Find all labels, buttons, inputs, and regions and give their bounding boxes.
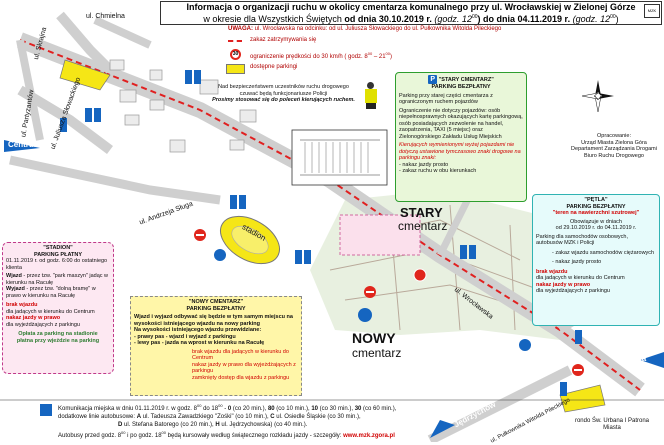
bottom-l3c: H	[215, 422, 220, 428]
bottom-l1a: Komunikacja miejska w dniu 01.11.2019 r. w godz. 8	[58, 406, 197, 412]
bottom-sup2: 00	[218, 403, 223, 408]
nowy-t1: Wjazd i wyjazd odbywać się będzie w tym samym miejscu na wysokości istniejącego wjazdu na nowy parking	[134, 314, 293, 327]
speed-sup1: 00	[367, 51, 373, 56]
no-stop-legend-icon	[228, 40, 242, 47]
street-jedrzychow: Jędrzychów	[452, 399, 498, 430]
inset-diagram	[292, 130, 387, 185]
petla-t3: Parking dla samochodów osobowych, autobusów MZK i Policji	[536, 233, 629, 246]
road-sluga	[10, 160, 220, 200]
bottom-l2a: dodatkowe linie autobusowe:	[58, 414, 137, 420]
stadion-r2: nakaz jazdy w prawo	[6, 315, 61, 321]
nowy-h2: PARKING BEZPŁATNY	[186, 305, 246, 312]
nowy-parking-box	[130, 296, 302, 396]
info-l3: Departament Zarządzania Drogami	[571, 146, 657, 152]
bottom-l1j: 30	[354, 406, 362, 412]
bottom-l1k: (co 60 min.),	[361, 406, 397, 412]
petla-r2: nakaz jazdy w prawo	[536, 281, 591, 288]
bottom-l1f: 80	[267, 406, 275, 412]
title-box	[160, 1, 662, 25]
bottom-l2d: C	[270, 414, 275, 420]
police-line3: Prosimy stosować się do poleceń kierujących ruchem.	[212, 97, 355, 103]
nowy-r1: brak wjazdu dla jadących w kierunku do Centrum	[192, 348, 289, 361]
compass-icon	[582, 80, 614, 112]
stadion-w1b: - przez tzw. "park maszyn" jadąc w kierunku na Racułę	[6, 273, 109, 286]
stadion-r2b: dla wyjeżdżających z parkingu	[6, 321, 80, 328]
bottom-l1c: -	[222, 406, 228, 412]
police-note	[206, 84, 361, 114]
bottom-l2e: ul. Osiedle Śląskie (co 30 min.),	[274, 414, 361, 420]
speed-end: )	[390, 54, 392, 60]
stadion-r1: brak wjazdu	[6, 302, 38, 308]
title-close: )	[615, 14, 619, 24]
stary-h1: "STARY CMENTARZ"	[438, 77, 494, 83]
stary-parking-box	[395, 72, 527, 202]
mzk-link[interactable]: www.mzk.zgora.pl	[343, 433, 395, 439]
stary-t5: - zakaz ruchu w obu kierunkach	[399, 168, 477, 174]
authority-info	[566, 133, 662, 163]
title-hour-end: (godz. 12	[570, 14, 611, 24]
bottom-info	[58, 402, 438, 442]
nowy-label2: cmentarz	[352, 346, 402, 360]
legend-parking: dostępne parkingi	[250, 64, 298, 70]
stadion-r1b: dla jadących w kierunku do Centrum	[6, 308, 95, 315]
legend-speed	[250, 51, 392, 60]
legend-no-stop: zakaz zatrzymywania się	[250, 37, 317, 43]
bottom-l3a: D	[118, 422, 123, 428]
speed-sign-text: 30	[232, 51, 239, 57]
speed-mid: – 21	[372, 54, 386, 60]
bottom-l2b: A	[136, 414, 142, 420]
uwaga-text: ul. Wrocławska na odcinku: od ul. Juliusza Słowackiego do ul. Pułkownika Witolda Pileckiego	[253, 26, 502, 32]
police-line2: czuwać będą funkcjonariusze Policji	[239, 90, 328, 97]
title-date-start: od dnia 30.10.2019 r.	[344, 14, 432, 24]
street-partyzantow: ul. Partyzantów	[20, 89, 36, 138]
speed-sup2: 00	[385, 51, 390, 56]
petla-h3: "teren na nawierzchni szutrowej"	[552, 210, 640, 216]
police-officer-icon	[362, 82, 380, 112]
bottom-l1h: 10	[311, 406, 318, 412]
stary-t1: Parking przy starej części cmentarza z ograniczonym ruchem pojazdów	[399, 92, 493, 105]
parking-legend-icon	[226, 64, 245, 74]
bottom-sup1: 00	[196, 403, 202, 408]
bottom-sup4: 00	[161, 430, 166, 435]
stary-t3: Kierujących wymienionymi wyżej pojazdami nie dotyczą ustawione tymczasowo znaki drogowe na parkingu znaki:	[399, 142, 521, 161]
parking-sign-icon: P	[428, 75, 437, 84]
petla-r1: brak wjazdu	[536, 268, 568, 275]
petla-t1: Obowiązuje w dniach	[570, 218, 622, 225]
street-wroclawska: ul. Wrocławska	[452, 286, 495, 321]
petla-parking-box	[532, 194, 660, 326]
stary-t4: - nakaz jazdy prosto	[399, 161, 449, 168]
uwaga-label: UWAGA:	[228, 26, 253, 32]
stadion-parking-box	[2, 242, 114, 374]
street-skrajna: ul. Skrajna	[32, 26, 49, 61]
stary-t2: Ograniczenie nie dotyczy pojazdów: osób niepełnosprawnych okazujących kartę parkingową, osób posiadających zezwolenie na handel, zaopatrzenia, TAXI (5 miejsc) oraz Zielonogórskiego Zakładu Usług Miejskich	[399, 107, 523, 140]
bottom-sup3: 00	[121, 430, 126, 435]
nowy-r2: nakaz jazdy w prawo dla wyjeżdżających z parkingu	[192, 361, 296, 374]
stadion-h1: "STADION"	[43, 245, 73, 251]
petla-h2: PARKING BEZPŁATNY	[566, 203, 626, 210]
title-line1: Informacja o organizacji ruchu w okolicy cmentarza komunalnego przy ul. Wrocławskiej w Zielonej Górze	[186, 2, 636, 12]
petla-r1b: dla jadących w kierunku do Centrum	[536, 275, 625, 281]
bottom-l4c: będą kursowały według świątecznego rozkładu jazdy - szczegóły:	[165, 433, 344, 439]
title-date-end: ) do dnia 04.11.2019 r.	[477, 14, 571, 24]
road-jedrzychow	[430, 370, 570, 440]
petla-s1: - zakaz wjazdu samochodów ciężarowych	[552, 249, 655, 256]
road-chmielna-east	[95, 20, 150, 45]
title-sup2: 00	[610, 14, 616, 20]
nowy-r3: zamknięty dostęp dla wjazdu z parkingu	[192, 374, 290, 381]
petla-t2: od 29.10.2019 r. do 04.11.2019 r.	[555, 225, 637, 231]
street-sluga: ul. Andrzeja Sługa	[138, 200, 194, 227]
stary-label2: cmentarz	[398, 219, 448, 233]
stadion-g1: Opłata za parking na stadionie	[18, 331, 98, 337]
speed-text: ograniczenie prędkości do 30 km/h ( godz. 8	[250, 54, 368, 60]
stadion-w2b: - przez tzw. "dolną bramę" w prawo w kierunku na Racułę	[6, 286, 96, 299]
nowy-t4: - lewy pas - jazda na wprost w kierunku na Racułę	[134, 340, 265, 346]
bottom-l3b: ul. Stefana Batorego (co 20 min.),	[122, 422, 216, 428]
stadion-g2: płatna przy wjeździe na parking	[16, 337, 100, 344]
stadion-t1: 01.11.2019 r. od godz. 6:00 do ostatniego klienta	[6, 258, 108, 271]
bottom-l1d: 0	[227, 406, 232, 412]
nowy-label: NOWY	[352, 330, 396, 346]
nowy-t2: Na wysokości istniejącego wjazdu przewidziane:	[134, 327, 262, 333]
street-chmielna: ul. Chmielna	[86, 13, 125, 20]
stadion-label: stadion	[240, 222, 268, 243]
stadion-h2: PARKING PŁATNY	[33, 251, 83, 258]
bottom-l4b: i po godz. 18	[125, 433, 162, 439]
bottom-l1e: (co 20 min.),	[231, 406, 268, 412]
info-l1: Opracowanie:	[597, 133, 631, 139]
title-hour-start: (godz. 12	[431, 14, 472, 24]
bottom-l1g: (co 10 min.),	[274, 406, 312, 412]
bottom-l1b: do 18	[201, 406, 219, 412]
street-centrum: Centrum	[8, 140, 41, 149]
logo-text: MZK	[647, 8, 657, 13]
petla-s2: - nakaz jazdy prosto	[552, 259, 602, 265]
title-sup1: 00	[471, 14, 478, 20]
stadion-w1a: Wjazd	[6, 273, 22, 279]
bottom-l2c: ul. Tadeusza Zawadzkiego "Zośki" (co 10 min.),	[141, 414, 271, 420]
bottom-l3d: ul. Jędrzychowska) (co 40 min.).	[219, 422, 308, 428]
street-rondo: rondo Św. Urbana I Patrona Miasta	[574, 418, 650, 431]
stary-h2: PARKING BEZPŁATNY	[431, 84, 491, 90]
street-racula: Racula	[620, 354, 647, 363]
petla-h1: "PĘTLA"	[584, 197, 608, 203]
street-pileckiego: ul. Pułkownika Witolda Pileckiego	[489, 397, 572, 445]
title-period-text: w okresie dla Wszystkich Świętych	[203, 14, 345, 24]
legend-uwaga	[228, 26, 501, 32]
nowy-t3: - prawy pas - wjazd i wyjazd z parkingu	[134, 333, 236, 340]
bottom-l1i: (co 30 min.),	[318, 406, 355, 412]
info-l2: Urząd Miasta Zielona Góra	[581, 139, 647, 146]
police-line1: Nad bezpieczeństwem uczestników ruchu drogowego	[218, 84, 349, 90]
bus-stop-icon	[40, 404, 52, 416]
stary-header	[399, 75, 523, 84]
speed-limit-icon	[230, 49, 241, 60]
street-slowackiego: ul. Juliusza Słowackiego	[49, 76, 83, 151]
petla-r2b: dla wyjeżdżających z parkingu	[536, 288, 610, 294]
info-l4: Biuro Ruchu Drogowego	[584, 152, 644, 159]
stary-label: STARY	[400, 205, 443, 220]
bottom-l4: Autobusy przed godz. 8	[58, 433, 122, 439]
logo	[644, 4, 660, 18]
stadion-w2a: Wyjazd	[6, 286, 25, 292]
nowy-h1: "NOWY CMENTARZ"	[188, 299, 244, 305]
